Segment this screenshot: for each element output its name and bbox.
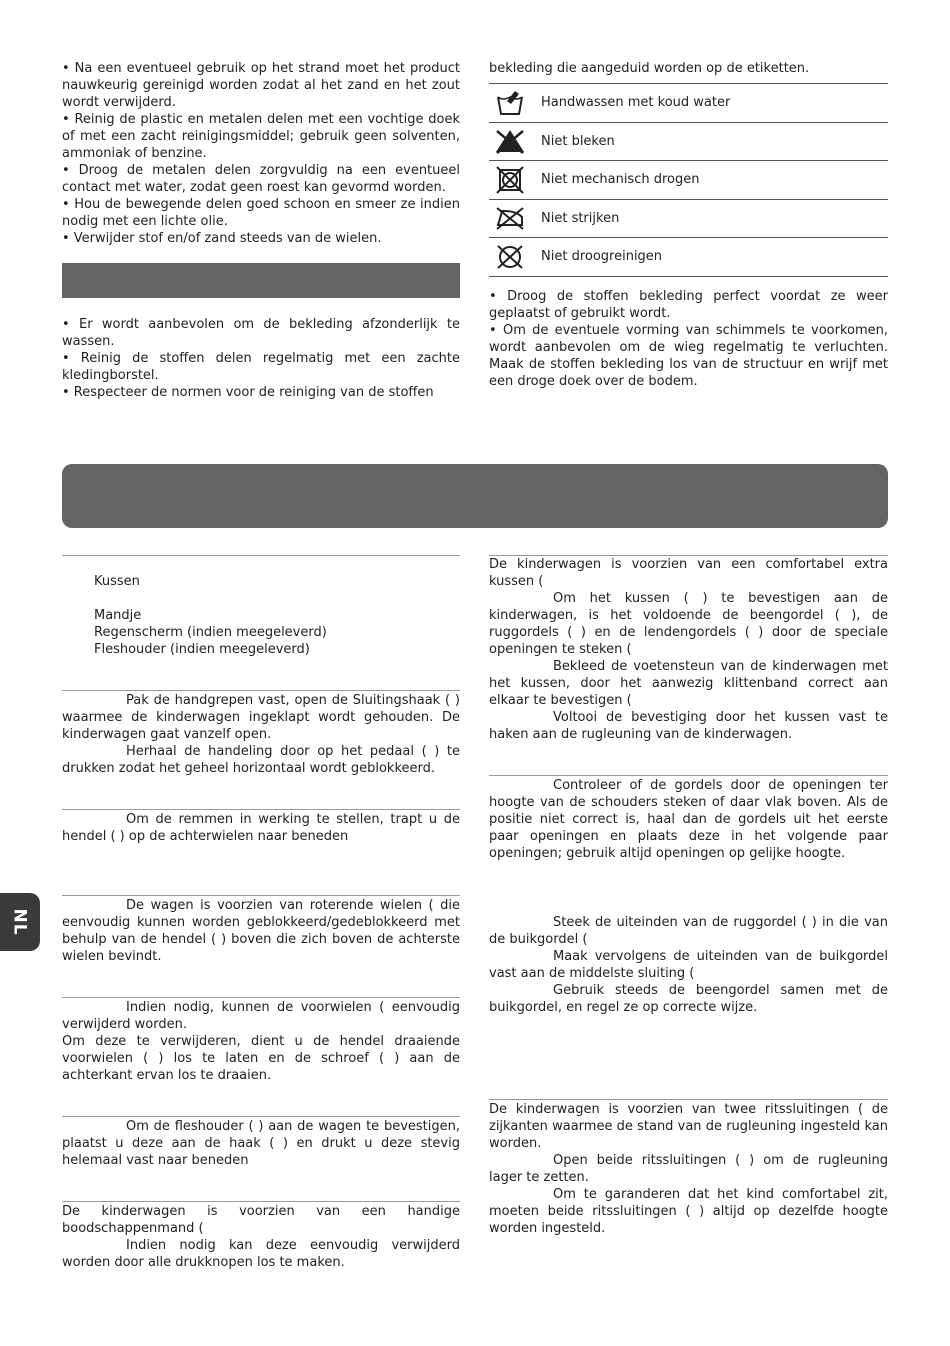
belts-step-text: Controleer of de gordels door de openingen ter hoogte van de schouders steken of daar vlak boven. Als de positie niet correct is, haal dan de gordels uit het eerste paar openingen en plaats deze in het volgende paar openingen; gebruik altijd openingen op gelijke hoogte. [489,778,888,861]
maintenance-bullet: • Droog de metalen delen zorgvuldig na een eventueel contact met water, zodat geen roest kan gevormd worden. [62,163,460,195]
zip-step-text: Om te garanderen dat het kind comfortabel zit, moeten beide ritssluitingen ( ) altijd op dezelfde hoogte worden ingesteld. [489,1187,888,1236]
opening-step [62,692,460,743]
zip-intro: De kinderwagen is voorzien van twee ritssluitingen ( de zijkanten waarmee de stand van de rugleuning ingesteld kan worden. [489,1102,888,1151]
cushion-intro: De kinderwagen is voorzien van een comfortabel extra kussen ( [489,557,888,589]
after-wash-section [489,288,888,390]
after-wash-bullet: • Droog de stoffen bekleding perfect voordat ze weer geplaatst of gebruikt wordt. [489,289,888,321]
buckle-step [489,982,888,1016]
section-rule [62,1201,460,1202]
buckle-step-text: Steek de uiteinden van de ruggordel ( ) in die van de buikgordel ( [489,915,888,947]
fabric-continued [489,60,888,77]
buckle-step [489,914,888,948]
wheels-step [62,897,460,965]
language-tab-label: NL [10,908,30,936]
belts-section [489,777,888,862]
zip-section [489,1101,888,1237]
fabric-continued-text: bekleding die aangeduid worden op de etiketten. [489,61,810,76]
maintenance-bullet: • Reinig de plastic en metalen delen met een vochtige doek of met een zacht reinigingsmiddel; gebruik geen solventen, ammoniak of benzine. [62,112,460,161]
care-label: Niet droogreinigen [541,249,663,265]
part-item: Regenscherm (indien meegeleverd) [94,625,327,640]
bottle-holder-section [62,1118,460,1169]
opening-step-text: Herhaal de handeling door op het pedaal ( ) te drukken zodat het geheel horizontaal wordt geblokkeerd. [62,744,460,776]
buckle-step-text: Gebruik steeds de beengordel samen met de buikgordel, en regel ze op correcte wijze. [489,983,888,1015]
section-rule [62,895,460,896]
section-rule [62,690,460,691]
basket-step-text: Indien nodig kan deze eenvoudig verwijderd worden door alle drukknopen los te maken. [62,1238,460,1270]
zip-step [489,1152,888,1186]
front-wheels-step-text: Om deze te verwijderen, dient u de hendel draaiende voorwielen ( ) los te laten en de schroef ( ) aan de achterkant ervan los te draaien. [62,1034,460,1083]
section-rule [62,997,460,998]
basket-step [62,1237,460,1271]
fabric-bullet: • Er wordt aanbevolen om de bekleding afzonderlijk te wassen. [62,317,460,349]
cushion-step [489,709,888,743]
part-item: Kussen [94,574,140,589]
brake-step-text: Om de remmen in werking te stellen, trapt u de hendel ( ) op de achterwielen naar beneden [62,812,460,844]
opening-section [62,692,460,777]
wheels-section [62,897,460,965]
section-rule [489,1099,888,1100]
wheels-step-text: De wagen is voorzien van roterende wielen ( die eenvoudig kunnen worden geblokkeerd/gedeblokkeerd met behulp van de hendel ( ) boven die zich boven de achterste wielen bevindt. [62,898,460,964]
maintenance-bullet: • Hou de bewegende delen goed schoon en smeer ze indien nodig met een lichte olie. [62,197,460,229]
part-item: Fleshouder (indien meegeleverd) [94,642,310,657]
cushion-section [489,556,888,743]
buckle-step [489,948,888,982]
care-row-no-tumble-dry [489,161,888,200]
cushion-step-text: Bekleed de voetensteun van de kinderwagen met het kussen, door het aanwezig klittenband correct aan elkaar te bevestigen ( [489,659,888,708]
no-iron-icon [489,205,531,231]
care-row-hand-wash [489,84,888,123]
part-item: Mandje [94,608,142,623]
spacer [62,590,460,607]
buckle-step-text: Maak vervolgens de uiteinden van de buikgordel vast aan de middelste sluiting ( [489,949,888,981]
front-wheels-step [62,999,460,1033]
fabric-bullet: • Respecteer de normen voor de reiniging van de stoffen [62,385,434,400]
parts-list [62,573,460,658]
fabric-section [62,316,460,401]
cushion-step [489,590,888,658]
care-label: Niet bleken [541,133,615,149]
care-label: Handwassen met koud water [541,95,731,111]
brake-section [62,811,460,845]
section-rule [62,555,460,556]
belts-step [489,777,888,862]
maintenance-section [62,60,460,247]
no-dry-clean-icon [489,243,531,271]
basket-step-text: De kinderwagen is voorzien van een handige boodschappenmand ( [62,1204,460,1236]
opening-step-text: Pak de handgrepen vast, open de Sluitingshaak ( ) waarmee de kinderwagen ingeklapt wordt gehouden. De kinderwagen gaat vanzelf open. [62,693,460,742]
front-wheels-section [62,999,460,1084]
care-row-no-iron [489,200,888,239]
cushion-step-text: Voltooi de bevestiging door het kussen vast te haken aan de rugleuning van de kinderwagen. [489,710,888,742]
bottle-holder-step [62,1118,460,1169]
cushion-step-text: Om het kussen ( ) te bevestigen aan de kinderwagen, is het voldoende de beengordel ( ), de ruggordels ( ) en de lendengordels ( ) door de speciale openingen te steken ( [489,591,888,657]
care-label: Niet mechanisch drogen [541,172,700,188]
care-symbols-table [489,83,888,277]
opening-step [62,743,460,777]
care-row-no-dry-clean [489,238,888,277]
chapter-header-bar [62,464,888,528]
cushion-step [489,658,888,709]
care-label: Niet strijken [541,210,620,226]
after-wash-bullet: • Om de eventuele vorming van schimmels te voorkomen, wordt aanbevolen om de wieg regelmatig te verluchten. Maak de stoffen bekleding los van de structuur en wrijf met een droge doek over de bodem. [489,323,888,389]
maintenance-bullet: • Na een eventueel gebruik op het strand moet het product nauwkeurig gereinigd worden zodat al het zand en het zout wordt verwijderd. [62,61,460,110]
basket-section [62,1203,460,1271]
buckle-section [489,914,888,1016]
section-rule [62,1116,460,1117]
section-rule [62,809,460,810]
language-tab [0,893,40,951]
bottle-holder-step-text: Om de fleshouder ( ) aan de wagen te bevestigen, plaatst u deze aan de haak ( ) en drukt u deze stevig helemaal vast naar beneden [62,1119,460,1168]
brake-step [62,811,460,845]
no-tumble-dry-icon [489,166,531,194]
section-rule [489,775,888,776]
section-header-bar [62,263,460,298]
zip-step-text: Open beide ritssluitingen ( ) om de rugleuning lager te zetten. [489,1153,888,1185]
maintenance-bullet: • Verwijder stof en/of zand steeds van de wielen. [62,231,382,246]
front-wheels-step-text: Indien nodig, kunnen de voorwielen ( eenvoudig verwijderd worden. [62,1000,460,1032]
hand-wash-icon [489,89,531,117]
no-bleach-icon [489,128,531,154]
fabric-bullet: • Reinig de stoffen delen regelmatig met een zachte kledingborstel. [62,351,460,383]
care-row-no-bleach [489,123,888,162]
zip-step [489,1186,888,1237]
